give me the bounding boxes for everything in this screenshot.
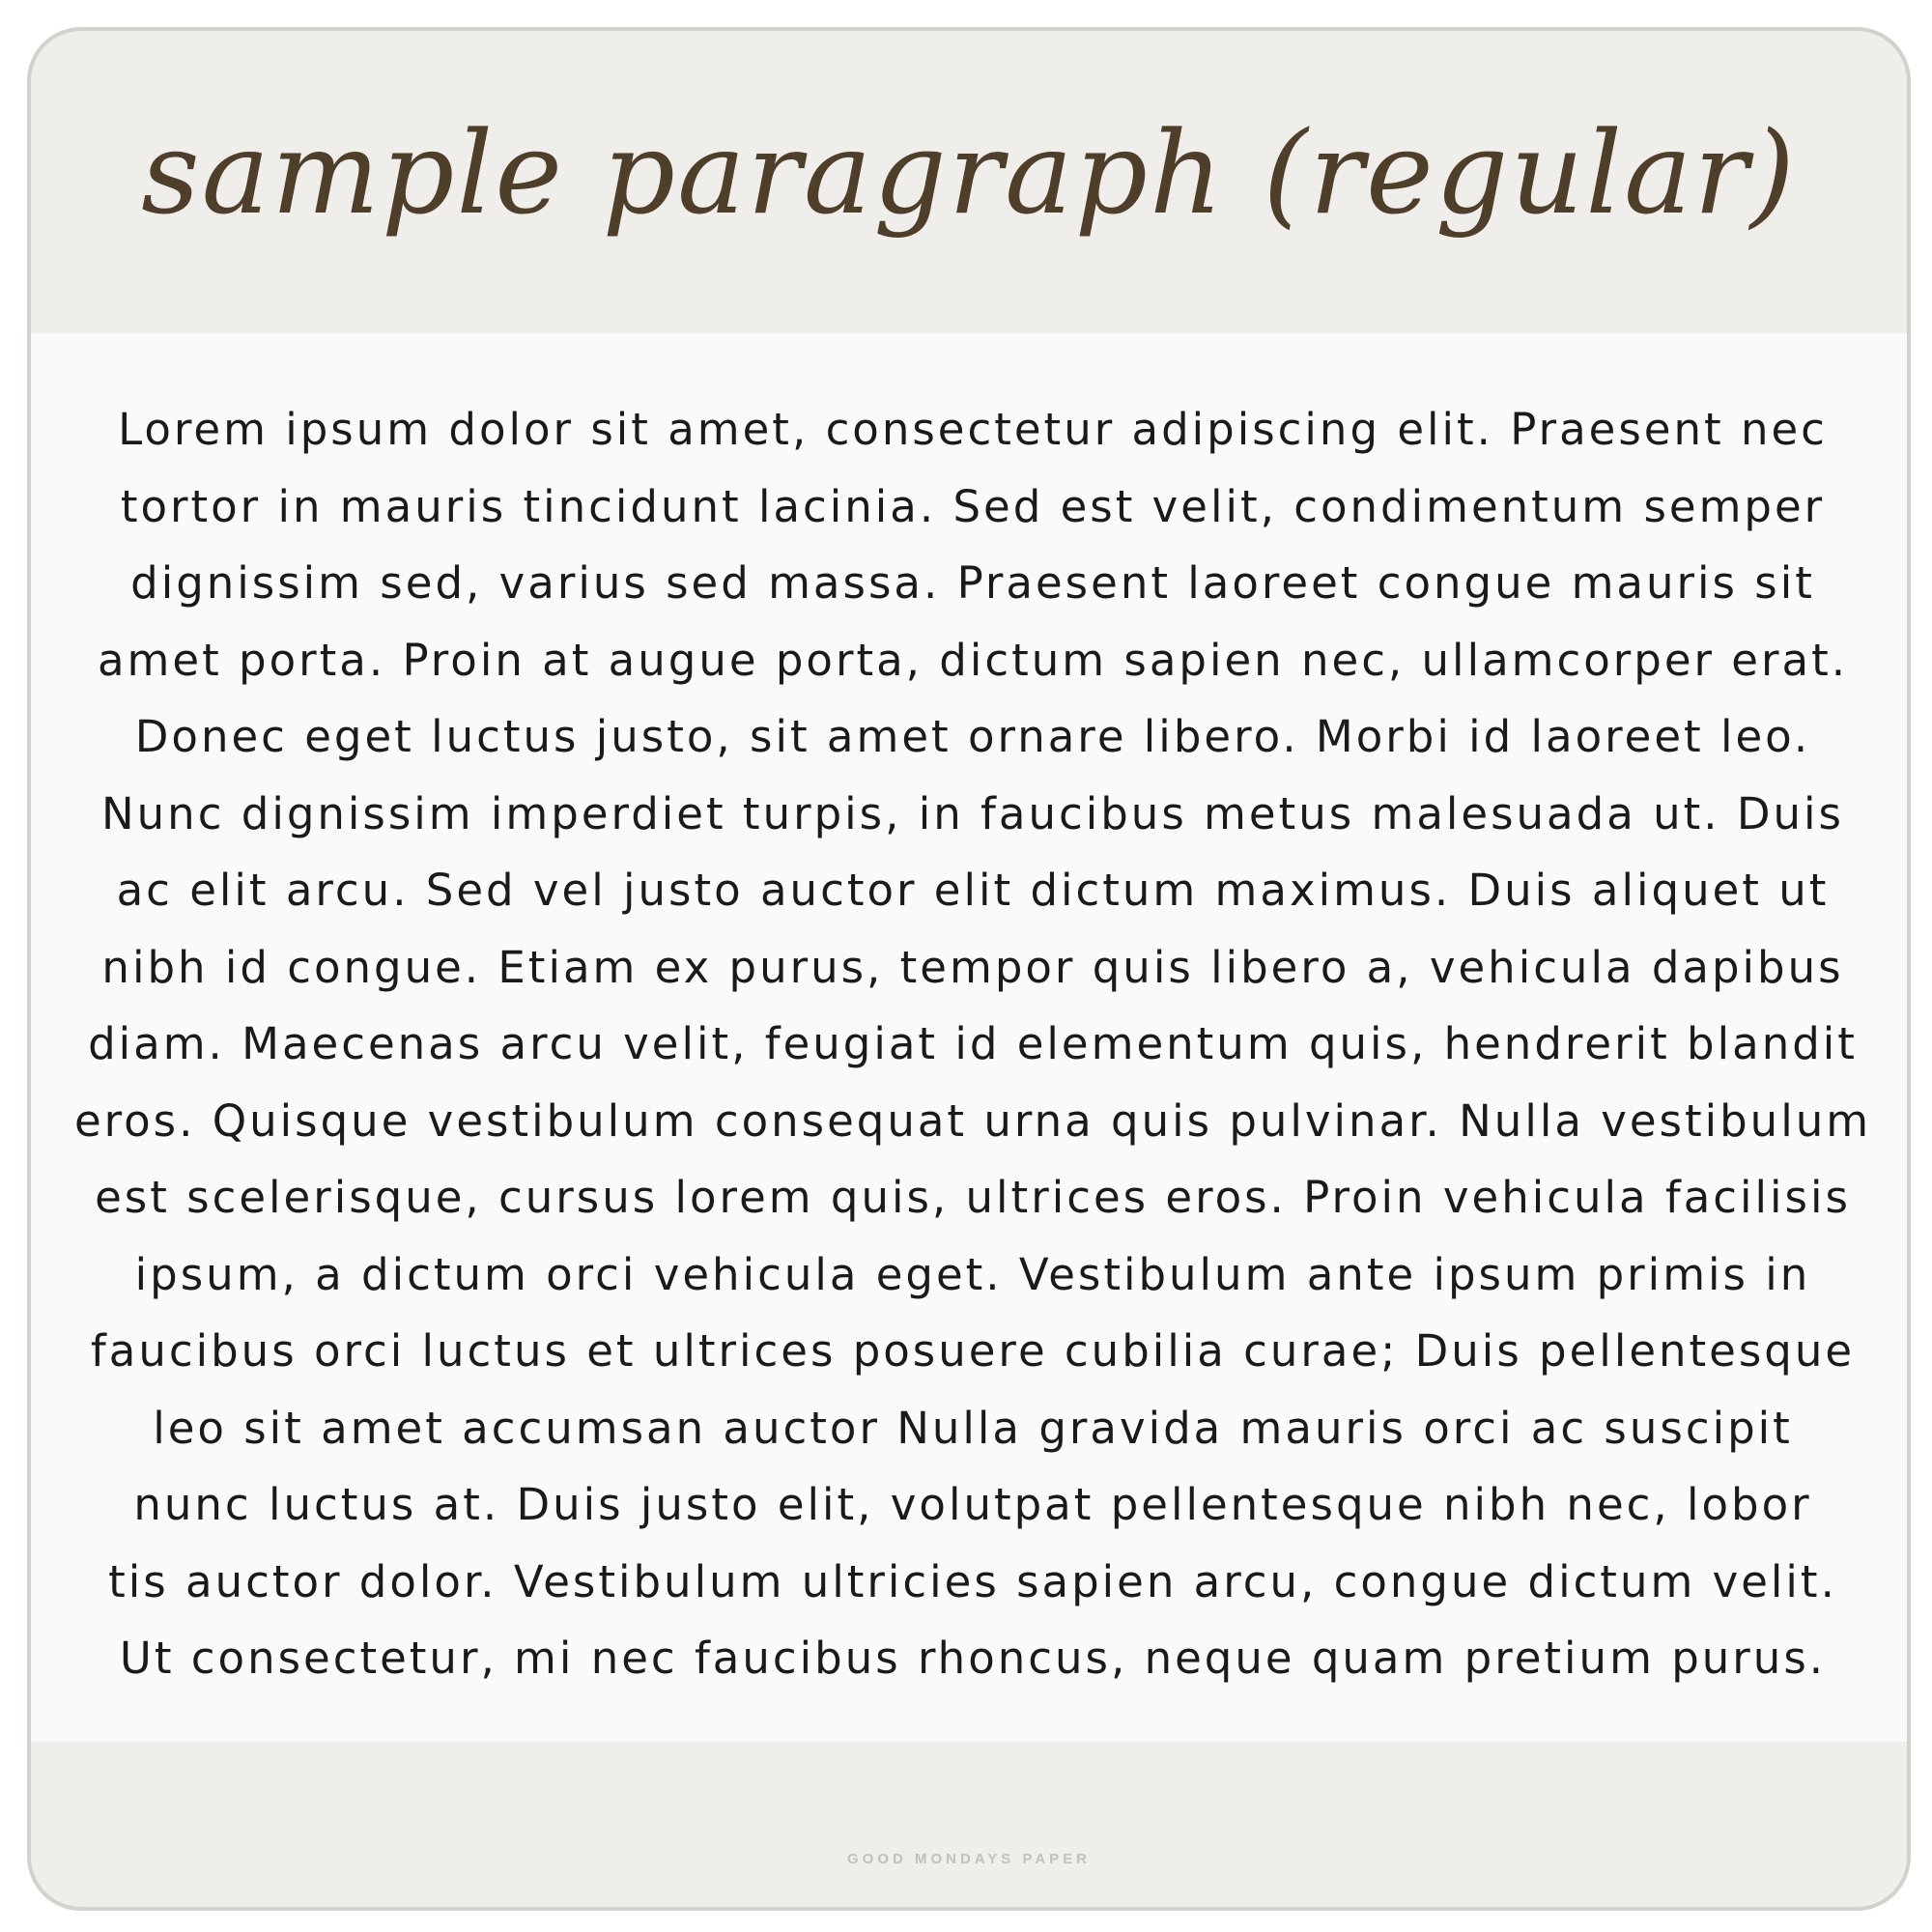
- paragraph-line: diam. Maecenas arcu velit, feugiat id elementum quis, hendrerit blandit: [88, 1018, 1858, 1069]
- page-title: sample paragraph (regular): [141, 105, 1797, 240]
- sample-paragraph: [60, 391, 1886, 1697]
- paragraph-line: Nunc dignissim imperdiet turpis, in faucibus metus malesuada ut. Duis: [101, 787, 1844, 839]
- paragraph-line: Donec eget luctus justo, sit amet ornare libero. Morbi id laoreet leo.: [134, 711, 1811, 762]
- paragraph-line: nunc luctus at. Duis justo elit, volutpat pellentesque nibh nec, lobor: [133, 1479, 1812, 1530]
- paragraph-line: amet porta. Proin at augue porta, dictum sapien nec, ullamcorper erat.: [97, 634, 1849, 686]
- paragraph-line: ac elit arcu. Sed vel justo auctor elit dictum maximus. Duis aliquet ut: [116, 865, 1830, 916]
- paragraph-line: leo sit amet accumsan auctor Nulla gravida mauris orci ac suscipit: [153, 1402, 1793, 1454]
- header-band: [31, 31, 1907, 333]
- paragraph-line: tortor in mauris tincidunt lacinia. Sed est velit, condimentum semper: [120, 480, 1826, 532]
- paragraph-line: eros. Quisque vestibulum consequat urna quis pulvinar. Nulla vestibulum: [73, 1094, 1872, 1147]
- sample-card: [27, 27, 1911, 1911]
- paragraph-line: Lorem ipsum dolor sit amet, consectetur adipiscing elit. Praesent nec: [118, 404, 1828, 455]
- paragraph-line: tis auctor dolor. Vestibulum ultricies sapien arcu, congue dictum velit.: [108, 1555, 1837, 1607]
- paragraph-line: faucibus orci luctus et ultrices posuere cubilia curae; Duis pellentesque: [90, 1325, 1856, 1377]
- paragraph-line: ipsum, a dictum orci vehicula eget. Vestibulum ante ipsum primis in: [134, 1248, 1811, 1300]
- brand-wordmark: GOOD MONDAYS PAPER: [846, 1851, 1092, 1867]
- paragraph-line: est scelerisque, cursus lorem quis, ultrices eros. Proin vehicula facilisis: [95, 1172, 1851, 1223]
- paragraph-line: Ut consectetur, mi nec faucibus rhoncus, neque quam pretium purus.: [119, 1633, 1827, 1684]
- paragraph-line: nibh id congue. Etiam ex purus, tempor quis libero a, vehicula dapibus: [101, 941, 1844, 993]
- paragraph-line: dignissim sed, varius sed massa. Praesent laoreet congue mauris sit: [130, 557, 1815, 609]
- footer-band: [31, 1742, 1907, 1911]
- paragraph-panel: [31, 333, 1907, 1742]
